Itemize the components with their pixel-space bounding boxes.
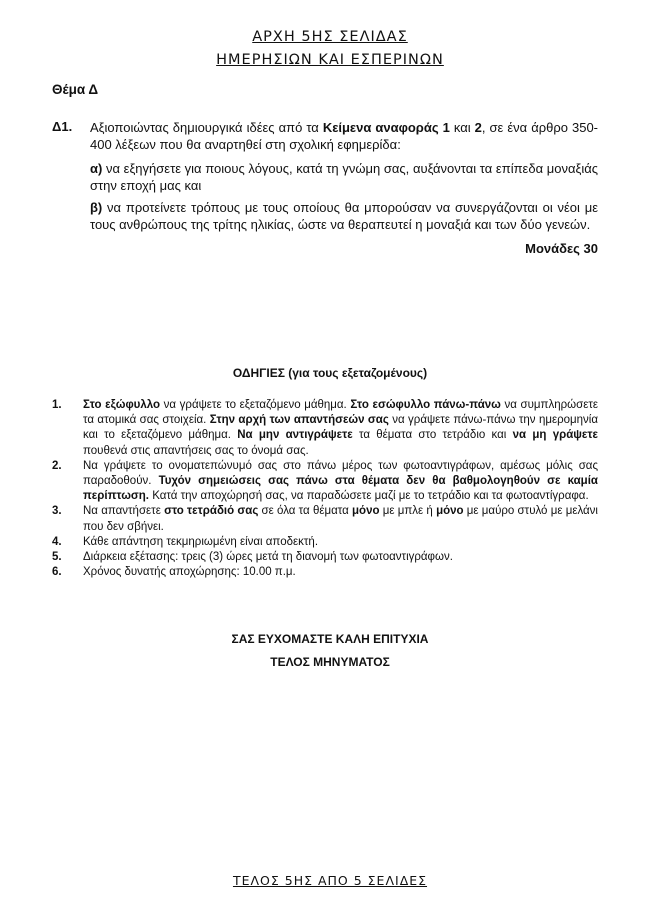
instruction-segment: τα θέματα στο τετράδιο και bbox=[352, 429, 513, 442]
instruction-segment: Να γράψετε το ονοματεπώνυμό σας στο πάνω μέρος των φωτοαντιγράφων, αμέσως μόλις σας παραδοθούν. bbox=[83, 459, 598, 488]
question-intro-text-2: και bbox=[449, 120, 475, 135]
instruction-item bbox=[52, 550, 598, 565]
instruction-number: 5. bbox=[52, 551, 62, 564]
page-footer: ΤΕΛΟΣ 5ΗΣ ΑΠΟ 5 ΣΕΛΙΔΕΣ bbox=[232, 873, 428, 888]
topic-heading: Θέμα Δ bbox=[52, 82, 99, 97]
instruction-item bbox=[52, 535, 598, 550]
question-part-b-text: να προτείνετε τρόπους με τους οποίους θα μπορούσαν να συνεργάζονται οι νέοι με τους ανθρώπους της τρίτης ηλικίας, ώστε να θεραπευτεί η μοναξιά και των δύο γενεών. bbox=[90, 200, 598, 232]
instruction-bold: Στο εσώφυλλο πάνω-πάνω bbox=[350, 399, 501, 411]
instruction-segment: σε όλα τα θέματα bbox=[258, 505, 353, 518]
instruction-number: 3. bbox=[52, 505, 62, 518]
instruction-segment: Κατά την αποχώρησή σας, να παραδώσετε μαζί με το τετράδιο και τα φωτοαντίγραφα. bbox=[149, 490, 589, 503]
instructions-title: ΟΔΗΓΙΕΣ (για τους εξεταζομένους) bbox=[232, 366, 428, 380]
question-number: Δ1. bbox=[52, 119, 73, 134]
instruction-text: Χρόνος δυνατής αποχώρησης: 10.00 π.μ. bbox=[83, 566, 296, 579]
instruction-text bbox=[83, 398, 598, 459]
question-part-b-label: β) bbox=[90, 200, 103, 215]
instruction-item bbox=[52, 504, 598, 534]
instruction-number: 6. bbox=[52, 566, 62, 579]
instruction-segment: να συμπληρώσετε τα ατομικά σας στοιχεία. bbox=[83, 399, 599, 427]
instruction-bold: Στο εξώφυλλο bbox=[83, 399, 161, 411]
instruction-bold: μόνο bbox=[436, 505, 464, 518]
instruction-bold: Τυχόν σημειώσεις σας πάνω στα θέματα δεν θα βαθμολογηθούν σε καμία περίπτωση. bbox=[83, 475, 598, 503]
instruction-bold: Στην αρχή των απαντήσεών σας bbox=[209, 414, 389, 427]
instruction-number: 2. bbox=[52, 459, 62, 472]
instruction-segment: πουθενά στις απαντήσεις σας το όνομά σας. bbox=[83, 444, 309, 457]
instruction-bold: στο τετράδιό σας bbox=[164, 505, 259, 518]
instruction-item bbox=[52, 565, 598, 580]
instruction-bold: μόνο bbox=[352, 505, 380, 518]
question-part-b bbox=[90, 199, 598, 233]
page-header-start: ΑΡΧΗ 5ΗΣ ΣΕΛΙΔΑΣ bbox=[252, 29, 408, 45]
instruction-number: 1. bbox=[52, 399, 62, 411]
closing-good-luck: ΣΑΣ ΕΥΧΟΜΑΣΤΕ ΚΑΛΗ ΕΠΙΤΥΧΙΑ bbox=[231, 632, 429, 646]
question-intro-bold-1: Κείμενα αναφοράς 1 bbox=[322, 120, 450, 135]
question-part-a-text: να εξηγήσετε για ποιους λόγους, κατά τη γνώμη σας, αυξάνονται τα επίπεδα μοναξιάς στην εποχή μας και bbox=[90, 161, 598, 193]
question-intro-bold-2: 2 bbox=[474, 120, 482, 135]
instruction-bold: να μη γράψετε bbox=[512, 429, 598, 442]
instruction-text bbox=[83, 504, 598, 534]
question-marks: Μονάδες 30 bbox=[525, 241, 598, 256]
page-header-schools: ΗΜΕΡΗΣΙΩΝ ΚΑΙ ΕΣΠΕΡΙΝΩΝ bbox=[216, 52, 444, 68]
instruction-text: Κάθε απάντηση τεκμηριωμένη είναι αποδεκτή. bbox=[83, 535, 319, 548]
instruction-segment: με μαύρο στυλό με μελάνι που δεν σβήνει. bbox=[83, 505, 598, 533]
instruction-item bbox=[52, 398, 598, 459]
instruction-segment: να γράψετε πάνω-πάνω την ημερομηνία και το εξεταζόμενο μάθημα. bbox=[83, 414, 599, 442]
question-intro-text-3: , σε ένα άρθρο 350-400 λέξεων που θα αναρτηθεί στη σχολική εφημερίδα: bbox=[90, 120, 599, 152]
question-intro-text-1: Αξιοποιώντας δημιουργικά ιδέες από τα bbox=[90, 120, 323, 135]
instruction-bold: Να μην αντιγράψετε bbox=[237, 429, 353, 442]
instructions-list bbox=[52, 398, 598, 580]
closing-end-of-message: ΤΕΛΟΣ ΜΗΝΥΜΑΤΟΣ bbox=[270, 655, 390, 669]
instruction-segment: Να απαντήσετε bbox=[83, 505, 165, 518]
instruction-number: 4. bbox=[52, 535, 62, 548]
instruction-segment: με μπλε ή bbox=[379, 505, 437, 518]
instruction-item bbox=[52, 459, 598, 505]
question-part-a-label: α) bbox=[90, 161, 103, 176]
instruction-text: Διάρκεια εξέτασης: τρεις (3) ώρες μετά τη διανομή των φωτοαντιγράφων. bbox=[83, 551, 453, 564]
question-intro bbox=[90, 119, 598, 153]
question-part-a bbox=[90, 160, 598, 194]
instruction-text bbox=[83, 459, 598, 505]
instruction-segment: να γράψετε το εξεταζόμενο μάθημα. bbox=[160, 399, 351, 411]
